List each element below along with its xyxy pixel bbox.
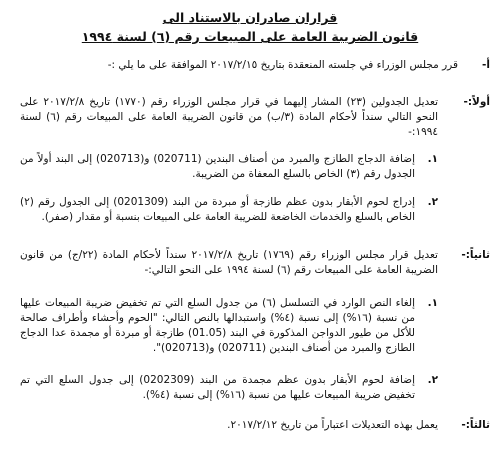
first-item-2-text: إدراج لحوم الأبقار بدون عظم طازجة أو مبردة من البند (0201309) إلى الجدول رقم (٢) الخاص بالسلع والخدمات الخاضعة للضريبة العامة على المبيعات بنسبة أو مقدار (صفر). [20,196,415,223]
intro-text: قرر مجلس الوزراء في جلسته المنعقدة بتاريخ ٢٠١٧/٢/١٥ الموافقة على ما يلي :- [107,59,458,71]
section-second-text: تعديل قرار مجلس الوزراء رقم (١٧٦٩) تاريخ ٢٠١٧/٢/٨ سنداً لأحكام المادة (٢٢/ج) من قانون الضريبة العامة على المبيعات رقم (٦) لسنة ١٩٩٤ على النحو التالي:- [20,249,438,276]
title-line-2: قانون الضريبة العامة على المبيعات رقم (٦) لسنة ١٩٩٤ [81,29,419,44]
section-third-label: ثالثاً:- [461,419,490,431]
second-item-2-number: ٢. [427,374,438,386]
section-third-text: يعمل بهذه التعديلات اعتباراً من تاريخ ٢٠١٧/٢/١٢. [227,419,438,431]
first-item-2-number: ٢. [427,196,438,208]
second-item-2-text: إضافة لحوم الأبقار بدون عظم مجمدة من البند (0202309) إلى جدول السلع التي تم تخفيض ضريبة المبيعات عليها من نسبة (١٦%) إلى نسبة (٤%). [20,374,415,401]
title-line-1: قراران صادران بالاستناد الى [162,10,338,25]
first-item-1-text: إضافة الدجاج الطازج والمبرد من أصناف البندين (020711) و(020713) إلى البند أولاً من الجدول رقم (٣) الخاص بالسلع المعفاة من الضريبة. [20,153,415,180]
section-first-label: أولاً:- [463,96,490,108]
first-item-1-number: ١. [427,153,438,165]
second-item-1-text: إلغاء النص الوارد في التسلسل (٦) من جدول السلع التي تم تخفيض ضريبة المبيعات عليها من نسبة (١٦%) إلى نسبة (٤%) واستبدالها بالنص التالي: "الحوم وأحشاء وأطراف صالحة للأكل من طيور الدواجن المذكورة في البند (01.05) طازجة أو مبردة أو مجمدة عدا الدجاج الطازج والمبرد من أصناف البندين (020711) و(020713)". [20,297,415,354]
section-first-text: تعديل الجدولين (٢٣) المشار إليهما في قرار مجلس الوزراء رقم (١٧٧٠) تاريخ ٢٠١٧/٢/٨ على النحو التالي سنداً لأحكام المادة (٣/ب) من قانون الضريبة العامة على المبيعات رقم (٦) لسنة ١٩٩٤:- [20,96,439,138]
second-item-1-number: ١. [427,297,438,309]
intro-label: أ- [482,59,490,71]
section-second-label: ثانياً:- [461,249,490,261]
